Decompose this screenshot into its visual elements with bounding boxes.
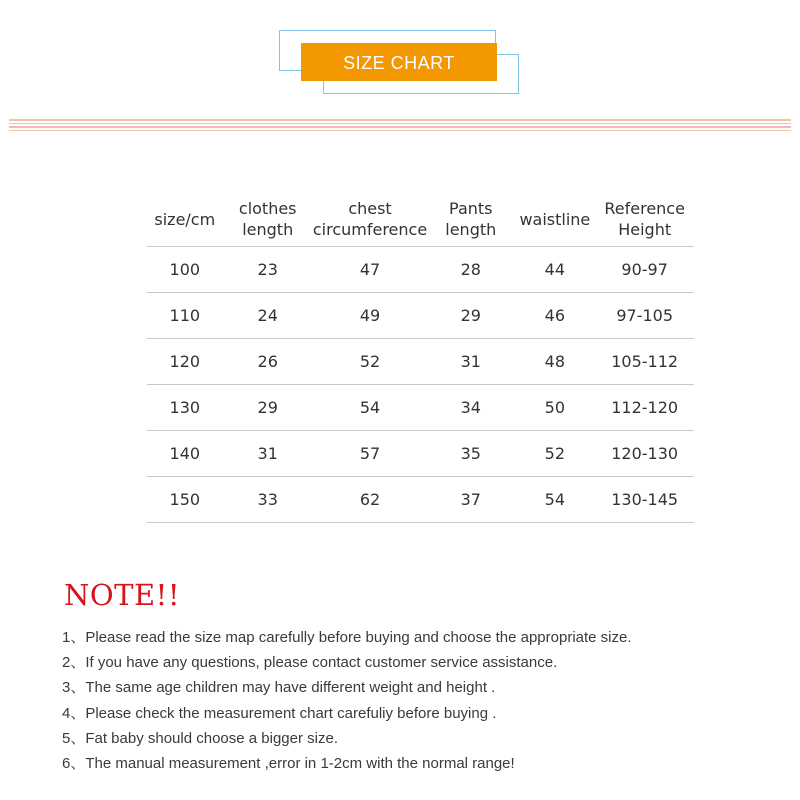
- cell-pants-length: 29: [427, 293, 514, 339]
- cell-clothes-length: 31: [223, 431, 313, 477]
- cell-size: 130: [147, 385, 223, 431]
- note-list: [62, 625, 632, 776]
- divider-stripe: [9, 119, 791, 121]
- divider-stripe: [9, 126, 791, 128]
- table-row: [147, 477, 694, 523]
- table-row: [147, 247, 694, 293]
- cell-reference-height: 130-145: [595, 477, 694, 523]
- table-row: [147, 339, 694, 385]
- cell-pants-length: 31: [427, 339, 514, 385]
- cell-chest: 47: [313, 247, 427, 293]
- size-chart-title: SIZE CHART: [301, 43, 497, 81]
- cell-size: 140: [147, 431, 223, 477]
- table-row: [147, 293, 694, 339]
- cell-chest: 52: [313, 339, 427, 385]
- divider-stripe: [9, 123, 791, 124]
- cell-waistline: 52: [514, 431, 595, 477]
- cell-reference-height: 105-112: [595, 339, 694, 385]
- note-item: 6、The manual measurement ,error in 1-2cm with the normal range!: [62, 754, 515, 772]
- cell-clothes-length: 24: [223, 293, 313, 339]
- cell-clothes-length: 26: [223, 339, 313, 385]
- cell-waistline: 44: [514, 247, 595, 293]
- cell-clothes-length: 23: [223, 247, 313, 293]
- cell-pants-length: 28: [427, 247, 514, 293]
- cell-chest: 54: [313, 385, 427, 431]
- note-item: 4、Please check the measurement chart carefuliy before buying .: [62, 704, 497, 722]
- header-waistline: waistline: [514, 192, 595, 247]
- header-size: size/cm: [147, 192, 223, 247]
- cell-chest: 57: [313, 431, 427, 477]
- cell-waistline: 50: [514, 385, 595, 431]
- cell-waistline: 48: [514, 339, 595, 385]
- cell-waistline: 46: [514, 293, 595, 339]
- cell-size: 120: [147, 339, 223, 385]
- cell-clothes-length: 29: [223, 385, 313, 431]
- header-reference-height: Reference Height: [595, 192, 694, 247]
- cell-size: 100: [147, 247, 223, 293]
- note-item: 1、Please read the size map carefully before buying and choose the appropriate size.: [62, 629, 632, 646]
- note-title: NOTE!!: [64, 578, 180, 612]
- table-header-row: [147, 192, 694, 247]
- cell-waistline: 54: [514, 477, 595, 523]
- cell-size: 150: [147, 477, 223, 523]
- cell-pants-length: 34: [427, 385, 514, 431]
- cell-pants-length: 37: [427, 477, 514, 523]
- note-item: 5、Fat baby should choose a bigger size.: [62, 729, 338, 747]
- cell-clothes-length: 33: [223, 477, 313, 523]
- cell-chest: 62: [313, 477, 427, 523]
- header-pants-length: Pants length: [427, 192, 514, 247]
- table-row: [147, 431, 694, 477]
- note-item: 2、If you have any questions, please contact customer service assistance.: [62, 654, 558, 672]
- header-clothes-length: clothes length: [223, 192, 313, 247]
- cell-reference-height: 120-130: [595, 431, 694, 477]
- table-row: [147, 385, 694, 431]
- note-item: 3、The same age children may have different weight and height .: [62, 679, 496, 697]
- divider-stripe: [9, 130, 791, 131]
- cell-reference-height: 112-120: [595, 385, 694, 431]
- cell-reference-height: 90-97: [595, 247, 694, 293]
- cell-chest: 49: [313, 293, 427, 339]
- cell-reference-height: 97-105: [595, 293, 694, 339]
- header-chest-circumference: chest circumference: [313, 192, 427, 247]
- size-table: [147, 192, 694, 523]
- cell-pants-length: 35: [427, 431, 514, 477]
- cell-size: 110: [147, 293, 223, 339]
